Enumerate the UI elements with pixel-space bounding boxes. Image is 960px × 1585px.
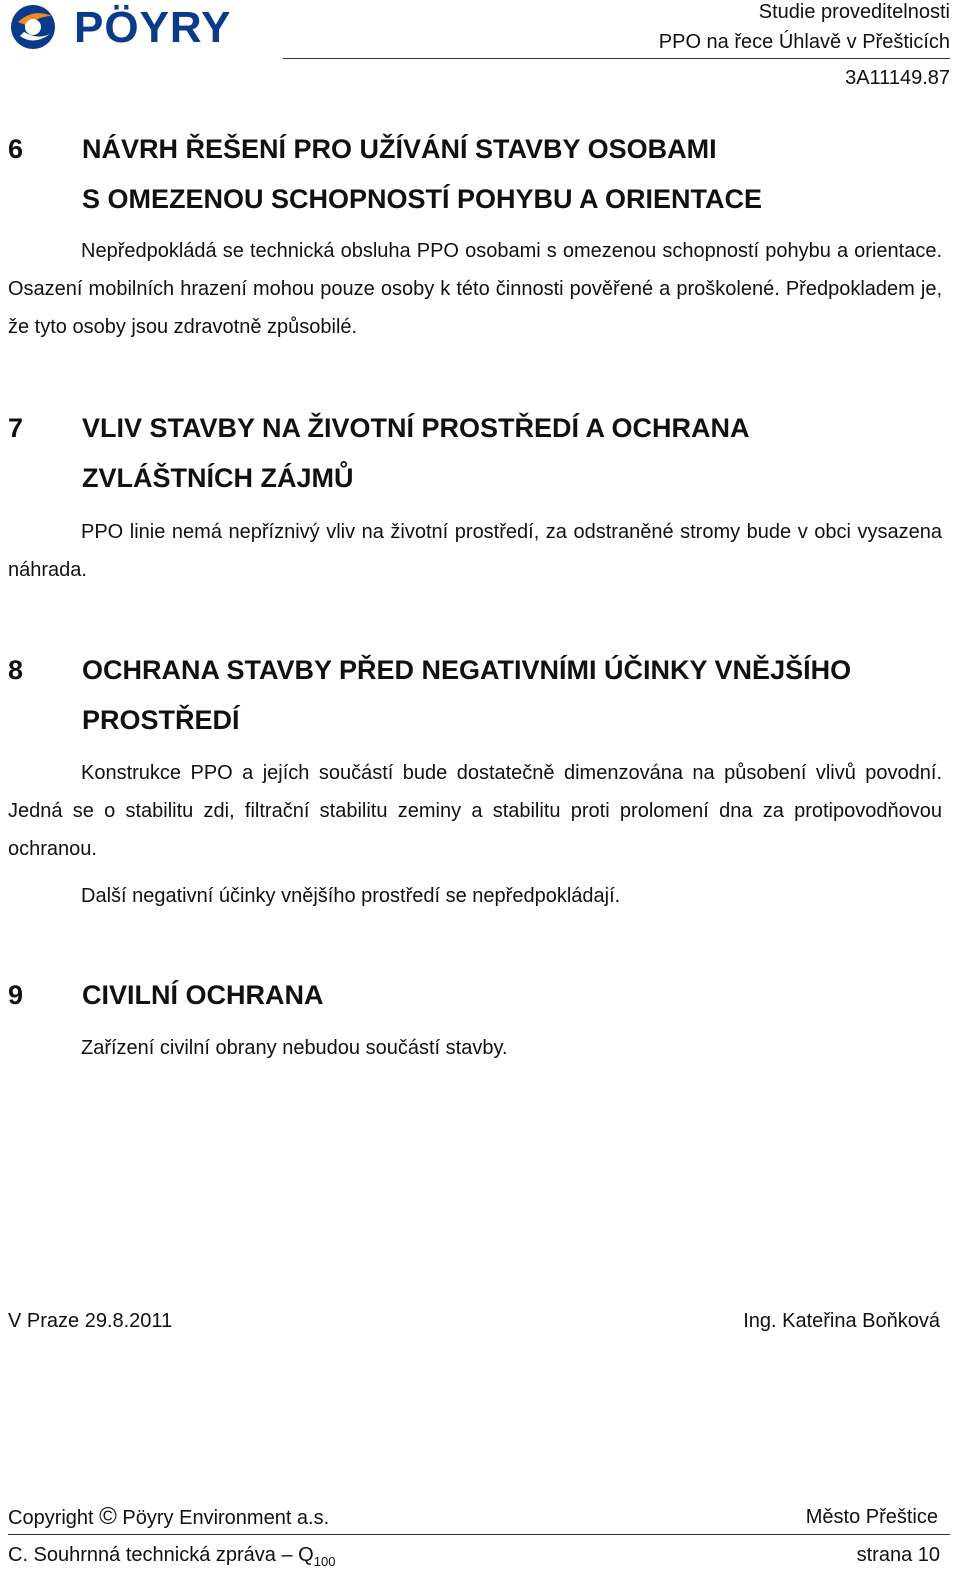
section-number: 9 xyxy=(8,980,24,1010)
section-number: 8 xyxy=(8,655,24,685)
company-name: Pöyry Environment a.s. xyxy=(122,1507,330,1529)
author-name: Ing. Kateřina Boňková xyxy=(743,1310,940,1332)
doc-header-title: Studie proveditelnosti xyxy=(758,1,950,23)
doc-code: 3A11149.87 xyxy=(845,67,950,89)
section-title: VLIV STAVBY NA ŽIVOTNÍ PROSTŘEDÍ A OCHRANA ZVLÁŠTNÍCH ZÁJMŮ xyxy=(82,413,750,493)
copyright-label: Copyright xyxy=(8,1507,94,1529)
section-title: NÁVRH ŘEŠENÍ PRO UŽÍVÁNÍ STAVBY OSOBAMI S OMEZENOU SCHOPNOSTÍ POHYBU A ORIENTACE xyxy=(82,134,763,214)
section-9-paragraph: Zařízení civilní obrany nebudou součástí stavby. xyxy=(81,1037,508,1059)
place-date: V Praze 29.8.2011 xyxy=(8,1310,173,1332)
doc-header-subtitle: PPO na řece Úhlavě v Přešticích xyxy=(658,31,950,53)
poyry-logo-icon xyxy=(8,2,68,52)
section-number: 6 xyxy=(8,134,24,164)
copyright-line xyxy=(8,1505,329,1530)
header-rule xyxy=(283,58,950,59)
section-number: 7 xyxy=(8,413,24,443)
section-8-paragraph-1: Konstrukce PPO a jejích součástí bude dostatečně dimenzována na působení vlivů povodní. Jedná se o stabilitu zdi, filtrační stabilitu zeminy a stabilitu proti prolomení dna za protipovodňovou ochranou. xyxy=(8,762,942,860)
doc-title xyxy=(8,1543,335,1574)
copyright-icon: © xyxy=(99,1503,117,1530)
client-name: Město Přeštice xyxy=(805,1506,938,1528)
poyry-logo xyxy=(8,2,280,52)
section-title: CIVILNÍ OCHRANA xyxy=(82,980,324,1010)
brand-name: PÖYRY xyxy=(74,3,232,52)
doc-title-subscript: 100 xyxy=(313,1554,336,1569)
doc-title-text: C. Souhrnná technická zpráva – Q xyxy=(8,1544,314,1566)
section-6-paragraph: Nepředpokládá se technická obsluha PPO osobami s omezenou schopností pohybu a orientace. Osazení mobilních hrazení mohou pouze osoby k této činnosti pověřené a proškolené. Předpokladem je, že tyto osoby jsou zdravotně způsobilé. xyxy=(8,240,942,338)
section-title: OCHRANA STAVBY PŘED NEGATIVNÍMI ÚČINKY VNĚJŠÍHO PROSTŘEDÍ xyxy=(82,655,852,735)
section-8-paragraph-2: Další negativní účinky vnějšího prostředí se nepředpokládají. xyxy=(81,885,621,907)
section-7-paragraph: PPO linie nemá nepříznivý vliv na životní prostředí, za odstraněné stromy bude v obci vysazena náhrada. xyxy=(8,521,942,581)
page-number: strana 10 xyxy=(856,1544,940,1566)
footer-rule xyxy=(8,1534,950,1535)
